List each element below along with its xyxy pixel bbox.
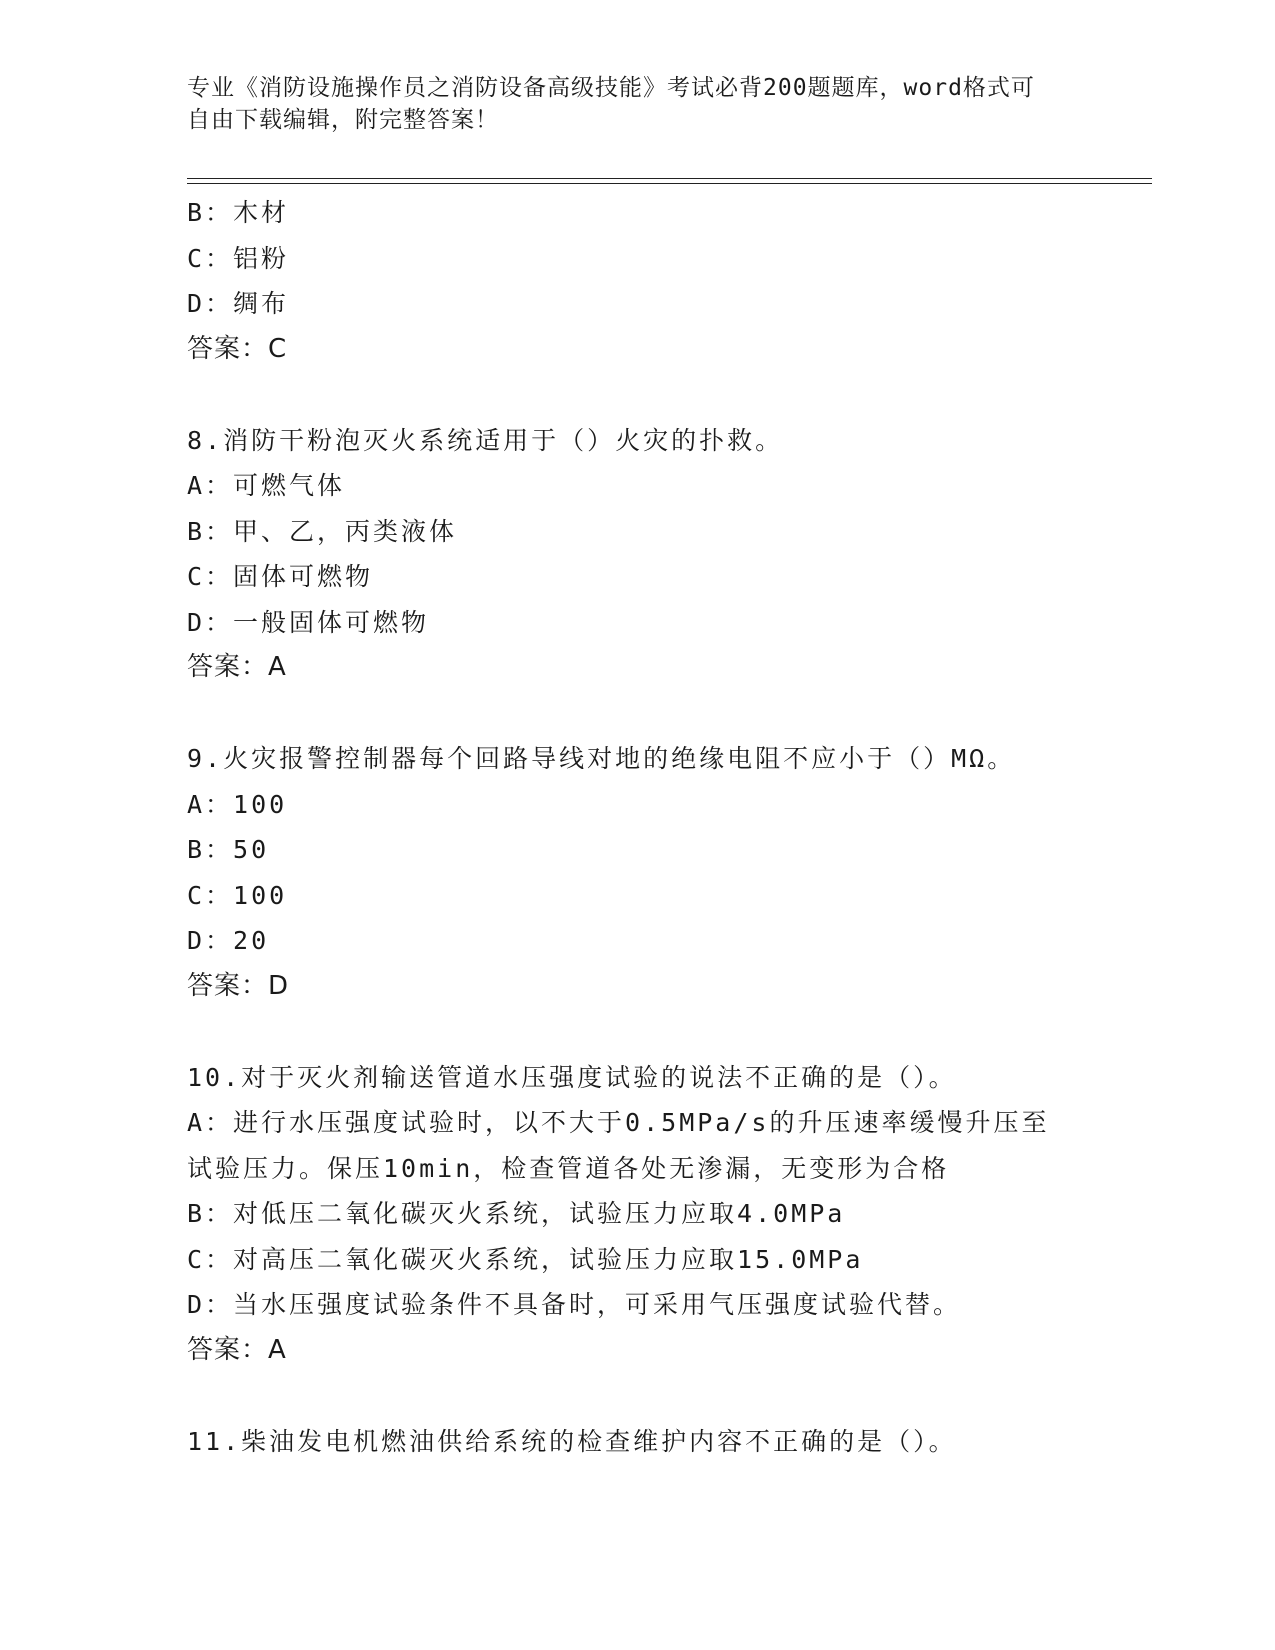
q10-option-a-line-1: A：进行水压强度试验时，以不大于0.5MPa/s的升压速率缓慢升压至: [187, 1108, 1050, 1137]
spacer: [187, 1009, 1147, 1055]
q10-option-c: C：对高压二氧化碳灭火系统，试验压力应取15.0MPa: [187, 1244, 864, 1274]
q10-option-a-line-2: 试验压力。保压10min，检查管道各处无渗漏，无变形为合格: [187, 1153, 950, 1183]
q8-option-b: B：甲、乙，丙类液体: [187, 516, 458, 546]
header-line-1: 专业《消防设施操作员之消防设备高级技能》考试必背200题题库，word格式可: [187, 75, 1035, 101]
q9-option-a: A：100: [187, 789, 288, 819]
q9-answer: 答案：D: [187, 970, 290, 1001]
question-10: [187, 1055, 1147, 1374]
header-line-2: 自由下载编辑，附完整答案！: [187, 107, 499, 133]
q8-answer: 答案：A: [187, 652, 287, 682]
q7-option-d: D：绸布: [187, 289, 290, 318]
q9-option-c: C：100: [187, 880, 288, 910]
q10-option-d: D：当水压强度试验条件不具备时，可采用气压强度试验代替。: [187, 1290, 962, 1319]
q11-question: 11.柴油发电机燃油供给系统的检查维护内容不正确的是（）。: [187, 1426, 957, 1456]
q8-question: 8.消防干粉泡灭火系统适用于（）火灾的扑救。: [187, 425, 784, 455]
q9-option-d: D：20: [187, 926, 270, 955]
question-7: [187, 190, 1147, 372]
question-list: [187, 190, 1147, 1464]
q9-question: 9.火灾报警控制器每个回路导线对地的绝缘电阻不应小于（）MΩ。: [187, 744, 1016, 773]
q8-option-c: C：固体可燃物: [187, 562, 374, 591]
question-9: [187, 736, 1147, 1009]
q7-option-c: C：铝粉: [187, 243, 290, 273]
q10-answer: 答案：A: [187, 1334, 287, 1365]
q7-option-b: B：木材: [187, 198, 290, 227]
question-11: [187, 1419, 1147, 1465]
document-header: [187, 72, 1087, 136]
spacer: [187, 372, 1147, 418]
q10-option-b: B：对低压二氧化碳灭火系统，试验压力应取4.0MPa: [187, 1199, 846, 1228]
q10-question: 10.对于灭火剂输送管道水压强度试验的说法不正确的是（）。: [187, 1062, 957, 1092]
spacer: [187, 1373, 1147, 1419]
spacer: [187, 691, 1147, 737]
q9-option-b: B：50: [187, 835, 270, 864]
header-divider-top: [187, 178, 1152, 179]
q7-answer: 答案：C: [187, 333, 288, 364]
question-8: [187, 418, 1147, 691]
q8-option-d: D：一般固体可燃物: [187, 607, 430, 637]
q8-option-a: A：可燃气体: [187, 471, 346, 500]
header-divider-bottom: [187, 183, 1152, 184]
